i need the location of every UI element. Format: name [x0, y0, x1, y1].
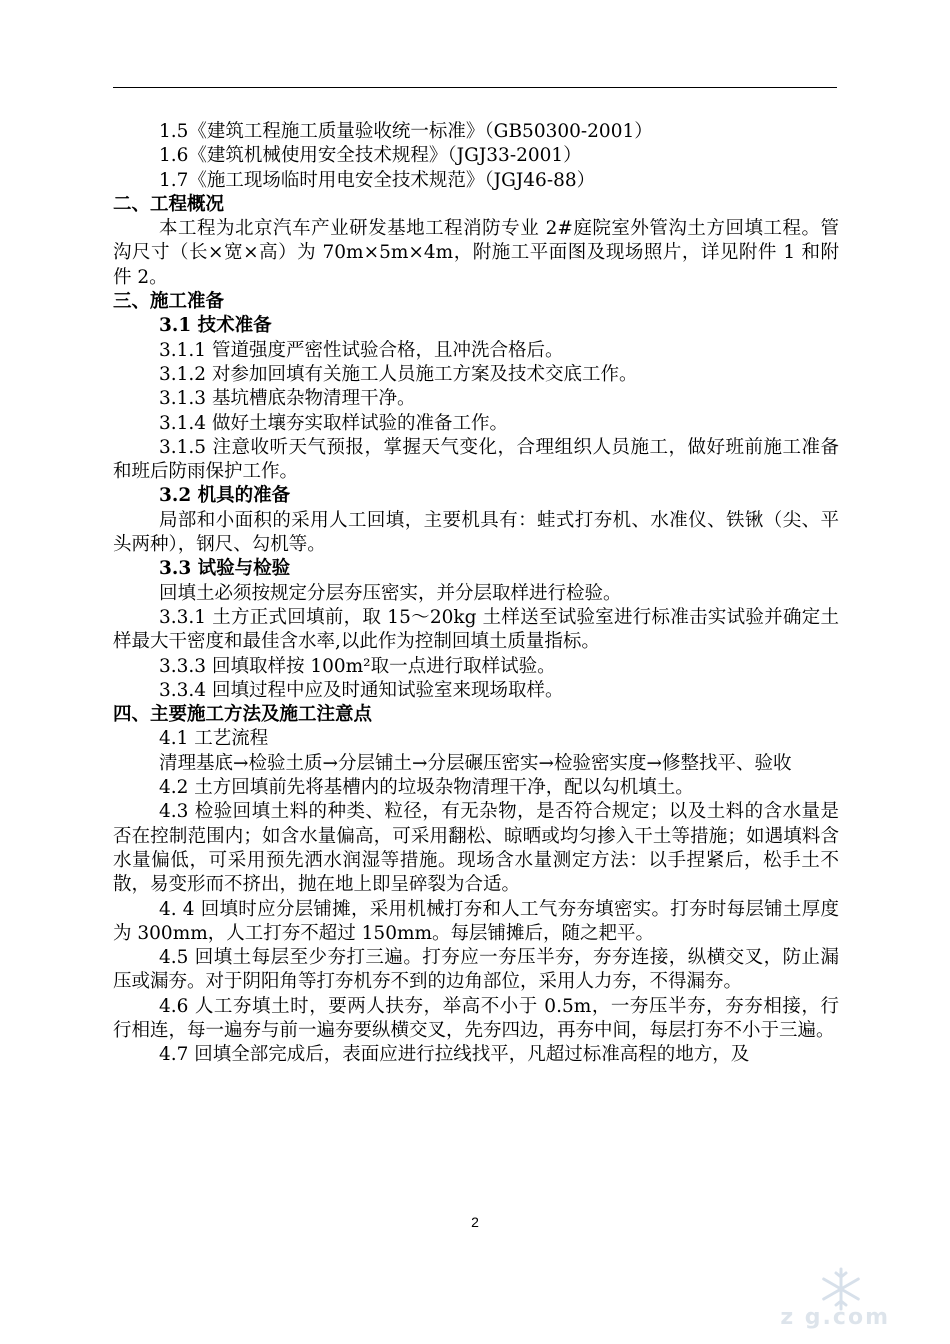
item-3-1-5: 3.1.5 注意收听天气预报，掌握天气变化，合理组织人员施工，做好班前施工准备和班后防雨保护工作。	[113, 436, 839, 483]
section-3-3-paragraph: 回填土必须按规定分层夯压密实，并分层取样进行检验。	[159, 582, 622, 604]
page-number: 2	[471, 1214, 479, 1230]
subheading-3-2: 3.2 机具的准备	[159, 485, 291, 507]
standard-1-5: 1.5《建筑工程施工质量验收统一标准》（GB50300-2001）	[159, 121, 653, 142]
section-heading-4: 四、主要施工方法及施工注意点	[113, 704, 373, 726]
item-4-6: 4.6 人工夯填土时，要两人扶夯，举高不小于 0.5m，一夯压半夯，夯夯相接，行行相连，每一遍夯与前一遍夯要纵横交叉，先夯四边，再夯中间，每层打夯不小于三遍。	[113, 995, 839, 1041]
item-4-7: 4.7 回填全部完成后，表面应进行拉线找平，凡超过标准高程的地方，及	[159, 1044, 750, 1066]
item-3-1-1: 3.1.1 管道强度严密性试验合格，且冲洗合格后。	[159, 339, 564, 361]
item-4-3: 4.3 检验回填土料的种类、粒径，有无杂物，是否符合规定；以及土料的含水量是否在控制范围内；如含水量偏高，可采用翻松、晾晒或均匀掺入干土等措施；如遇填料含水量偏低，可采用预先洒水润湿等措施。现场含水量测定方法：以手捏紧后，松手土不散，易变形而不挤出，抛在地上即呈碎裂为合适。	[113, 801, 839, 896]
item-4-1: 4.1 工艺流程	[159, 728, 269, 750]
standard-1-6: 1.6《建筑机械使用安全技术规程》（JGJ33-2001）	[159, 145, 582, 167]
section-2-paragraph: 本工程为北京汽车产业研发基地工程消防专业 2#庭院室外管沟土方回填工程。管沟尺寸（长×宽×高）为 70m×5m×4m，附施工平面图及现场照片，详见附件 1 和附件 2。	[113, 218, 839, 288]
item-3-1-3: 3.1.3 基坑槽底杂物清理干净。	[159, 388, 416, 410]
item-3-1-4: 3.1.4 做好土壤夯实取样试验的准备工作。	[159, 412, 508, 434]
item-4-4: 4. 4 回填时应分层铺摊，采用机械打夯和人工气夯夯填密实。打夯时每层铺土厚度为 300mm，人工打夯不超过 150mm。每层铺摊后，随之耙平。	[113, 898, 839, 944]
subheading-3-1: 3.1 技术准备	[159, 315, 272, 337]
header-rule	[113, 87, 837, 88]
item-3-3-1: 3.3.1 土方正式回填前，取 15～20kg 土样送至试验室进行标准击实试验并确定土样最大干密度和最佳含水率,以此作为控制回填土质量指标。	[113, 606, 839, 653]
item-3-3-3: 3.3.3 回填取样按 100m²取一点进行取样试验。	[159, 655, 556, 677]
section-heading-3: 三、施工准备	[113, 291, 225, 313]
item-4-2: 4.2 土方回填前先将基槽内的垃圾杂物清理干净，配以勾机填土。	[159, 777, 694, 799]
standard-1-7: 1.7《施工现场临时用电安全技术规范》（JGJ46-88）	[159, 169, 596, 191]
item-3-3-4: 3.3.4 回填过程中应及时通知试验室来现场取样。	[159, 679, 564, 701]
watermark-text: z g.com	[780, 1305, 890, 1330]
section-heading-2: 二、工程概况	[113, 193, 225, 215]
process-flow: 清理基底→检验土质→分层铺土→分层碾压密实→检验密实度→修整找平、验收	[159, 752, 792, 774]
item-4-5: 4.5 回填土每层至少夯打三遍。打夯应一夯压半夯，夯夯连接，纵横交叉，防止漏压或漏夯。对于阴阳角等打夯机夯不到的边角部位，采用人力夯，不得漏夯。	[113, 947, 839, 993]
section-3-2-paragraph: 局部和小面积的采用人工回填，主要机具有：蛙式打夯机、水准仪、铁锹（尖、平头两种），钢尺、勾机等。	[113, 509, 839, 556]
watermark	[730, 1274, 890, 1334]
document-body	[113, 120, 839, 1068]
item-3-1-2: 3.1.2 对参加回填有关施工人员施工方案及技术交底工作。	[159, 363, 638, 385]
subheading-3-3: 3.3 试验与检验	[159, 558, 291, 580]
